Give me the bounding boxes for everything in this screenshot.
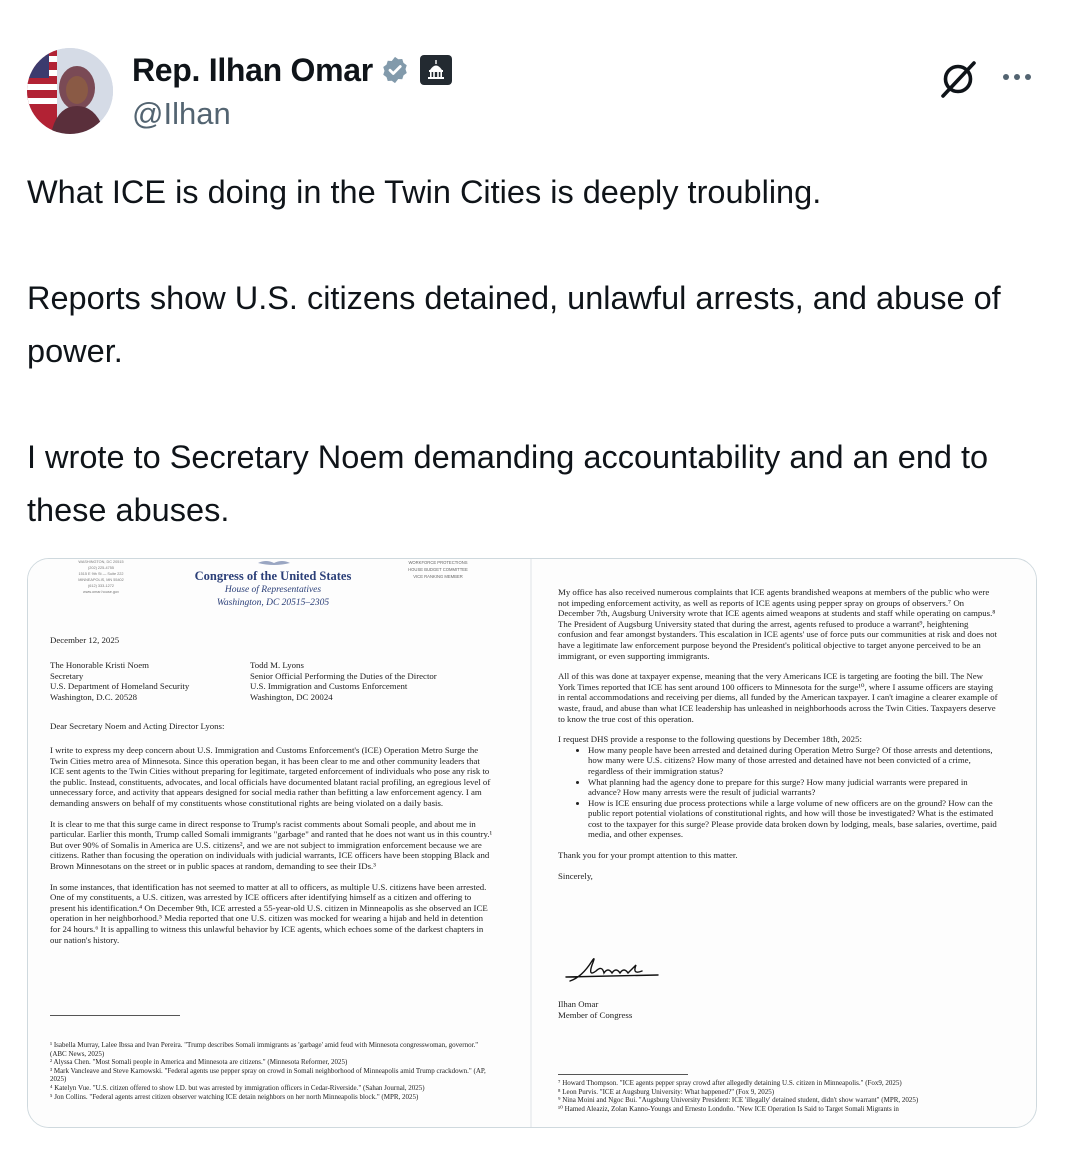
handle[interactable]: @Ilhan	[132, 96, 231, 131]
letter-page-2	[532, 559, 1036, 1127]
tweet-paragraph: I wrote to Secretary Noem demanding accountability and an end to these abuses.	[27, 439, 989, 528]
signer-block	[558, 999, 632, 1020]
question-item: • What planning had the agency done to prepare for this surge? How many judicial warrants were prepared in advance? How many arrests were the result of judicial warrants?	[588, 777, 1001, 798]
display-name[interactable]: Rep. Ilhan Omar	[132, 51, 373, 88]
letter-paragraph: I write to express my deep concern about U.S. Immigration and Customs Enforcement's (ICE) Operation Metro Surge the Twin Cities metro area of Minnesota. Since this operation began, it has been clear to me and other community leaders that ICE sent agents to the Twin Cities without preparing for legitimate, targeted enforcement of individuals who pose any risk to the public. Instead, constituents, advocates, and local officials have documented blatant racial profiling, an egregious level of unnecessary force, and activity that appears designed for social media rather than befitting a law enforcement agency. I am demanding answers on behalf of my constituents whose constitutional rights are being violated on a daily basis.	[50, 745, 491, 808]
letterhead-title: Congress of the United States	[194, 569, 352, 583]
footnote-rule	[50, 1015, 180, 1016]
letterhead	[28, 559, 530, 619]
avatar[interactable]	[27, 48, 113, 134]
signer-name: Ilhan Omar	[558, 999, 599, 1009]
letter-image[interactable]	[27, 558, 1037, 1128]
tweet-paragraph: Reports show U.S. citizens detained, unlawful arrests, and abuse of power.	[27, 280, 1001, 369]
letter-paragraph: It is clear to me that this surge came in direct response to Trump's racist comments about Somali people, and about me in particular. Earlier this month, Trump called Somali immigrants "garbage" and ranted that he does not want us in this country.¹ But over 90% of Somalis in America are U.S. citizens², and we are not subject to immigration enforcement because we are citizens. Rather than focusing the operation on individuals with judicial warrants, ICE officers have been stopping Black and Brown Minnesotans on the street or in public spaces at random, demanding to see their IDs.³	[50, 818, 493, 871]
tweet-header	[27, 48, 1039, 138]
signer-title: Member of Congress	[558, 1009, 633, 1020]
question-item: • How is ICE ensuring due process protections while a large volume of new officers are on the ground? How can the public report potential violations of constitutional rights, and how will those be investigated? What is the estimated cost to the taxpayer for this surge? Please provide data broken down by lodging, meals, base salaries, overtime, paid media, and other expenses.	[588, 798, 1001, 840]
verified-badge-icon[interactable]	[380, 55, 410, 85]
footnotes-page-1: ¹ Isabella Murray, Lalee Ibssa and Ivan Pereira. "Trump describes Somali immigrants as 'garbage' amid feud with Minnesota congresswoman, governor." (ABC News, 2025) ² Alyssa Chen. "Most Somali people in America and Minnesota are citizens." (Minnesota Reformer, 2025) ³ Mark Vancleave and Steve Karnowski. "Federal agents use pepper spray on crowd in Somali neighborhood of Minneapolis amid Trump crackdown." (AP, 2025) ⁴ Katelyn Vue. "U.S. citizen offered to show I.D. but was arrested by immigration officers in Cedar-Riverside." (Sahan Journal, 2025) ⁵ Jon Collins. "Federal agents arrest citizen observer watching ICE detain neighbors on her north Minneapolis block." (MPR, 2025)	[50, 1041, 486, 1101]
recipient-address-2: Todd M. Lyons Senior Official Performing the Duties of the Director U.S. Immigration and Customs Enforcement Washington, DC 20024	[250, 660, 437, 702]
closing: Sincerely,	[558, 870, 593, 881]
letter-body-page-2	[558, 587, 1001, 881]
letterhead-city: Washington, DC 20515–2305	[216, 598, 330, 608]
letter-date: December 12, 2025	[50, 635, 120, 645]
salutation: Dear Secretary Noem and Acting Director Lyons:	[50, 721, 225, 731]
letter-paragraph: In some instances, that identification has not seemed to matter at all to officers, as multiple U.S. citizens have been arrested. One of my constituents, a U.S. citizen, was arrested by ICE officers after identifying himself as a citizen and offering to present his identification.⁴ On December 9th, ICE arrested a 55-year-old U.S. citizen in Minneapolis as she observed an ICE operation in her neighborhood.⁵ Media reported that one U.S. citizen was mocked for wearing a hijab and held in detention for 24 hours.⁶ It is appalling to witness this unlawful behavior by ICE agents, which echoes some of the darkest chapters in our nation's history.	[50, 881, 488, 945]
signature-image	[562, 951, 662, 987]
letterhead-contact: WASHINGTON, DC 20515 (202) 225-4755 1515 E 9th St — Suite 222 MINNEAPOLIS, MN 55402 (612) 333-1272 www.omar.house.gov	[78, 560, 124, 594]
letter-body-page-1	[50, 745, 494, 955]
letterhead-house: House of Representatives	[224, 585, 322, 595]
letter-paragraph: All of this was done at taxpayer expense, meaning that the very Americans ICE is targeting are footing the bill. The New York Times reported that ICE has sent around 100 officers to Minnesota for the surge¹⁰, where I assume officers are staying in rental accommodations and receiving per diems, all funded by the American taxpayer. I can't imagine a clearer example of waste, fraud, and abuse than what ICE leadership has unleashed in neighborhoods across the Twin Cities. Taxpayers deserve to know the true cost of this operation.	[558, 671, 998, 724]
request-intro: I request DHS provide a response to the following questions by December 18th, 2025:	[558, 734, 862, 745]
capitol-icon[interactable]	[420, 55, 452, 85]
letterhead-committees: WORKFORCE PROTECTIONS HOUSE BUDGET COMMITTEE VICE RANKING MEMBER	[408, 560, 468, 579]
thanks-line: Thank you for your prompt attention to this matter.	[558, 850, 738, 861]
recipient-address-1: The Honorable Kristi Noem Secretary U.S. Department of Homeland Security Washington, D.C. 20528	[50, 660, 190, 702]
eagle-seal-icon	[254, 559, 294, 567]
letter-page-1	[28, 559, 530, 1127]
grok-icon[interactable]	[937, 58, 979, 100]
footnote-rule	[558, 1074, 688, 1075]
tweet-paragraph: What ICE is doing in the Twin Cities is deeply troubling.	[27, 174, 822, 210]
tweet-text	[27, 166, 1039, 537]
footnotes-page-2: ⁷ Howard Thompson. "ICE agents pepper spray crowd after allegedly detaining U.S. citizen in Minneapolis." (Fox9, 2025) ⁸ Leon Purvis. "ICE at Augsburg University: What happened?" (Fox 9, 2025) ⁹ Nina Moini and Ngoc Bui. "Augsburg University President: ICE 'illegally' detained student, didn't show warrant" (MPR, 2025) ¹⁰ Hamed Aleaziz, Zolan Kanno-Youngs and Ernesto Londoño. "New ICE Operation Is Said to Target Somali Migrants in	[558, 1079, 919, 1113]
letter-paragraph: My office has also received numerous complaints that ICE agents brandished weapons at members of the public who were not impeding enforcement activity, as well as reports of ICE agents using pepper spray on groups of observers.⁷ On December 7th, Augsburg University wrote that ICE agents aimed weapons at students and staff while operating on campus.⁸ The President of Augsburg University stated that during the arrest, agents refused to produce a warrant⁹, heightening confusion and fear amongst bystanders. This escalation in ICE agents' use of force puts our communities at risk and does not have a legitimate law enforcement purpose beyond the President's political objective to target anyone perceived to be an immigrant, or even supporting immigrants.	[558, 587, 997, 661]
questions-list	[558, 745, 1001, 840]
avatar-image	[27, 48, 113, 134]
more-options-icon[interactable]	[997, 62, 1037, 92]
question-item: • How many people have been arrested and detained during Operation Metro Surge? Of those arrests and detentions, how many were U.S. citizens? How many of those arrested and detained have not been convicted of a crime, regardless of their immigration status?	[588, 745, 1001, 777]
